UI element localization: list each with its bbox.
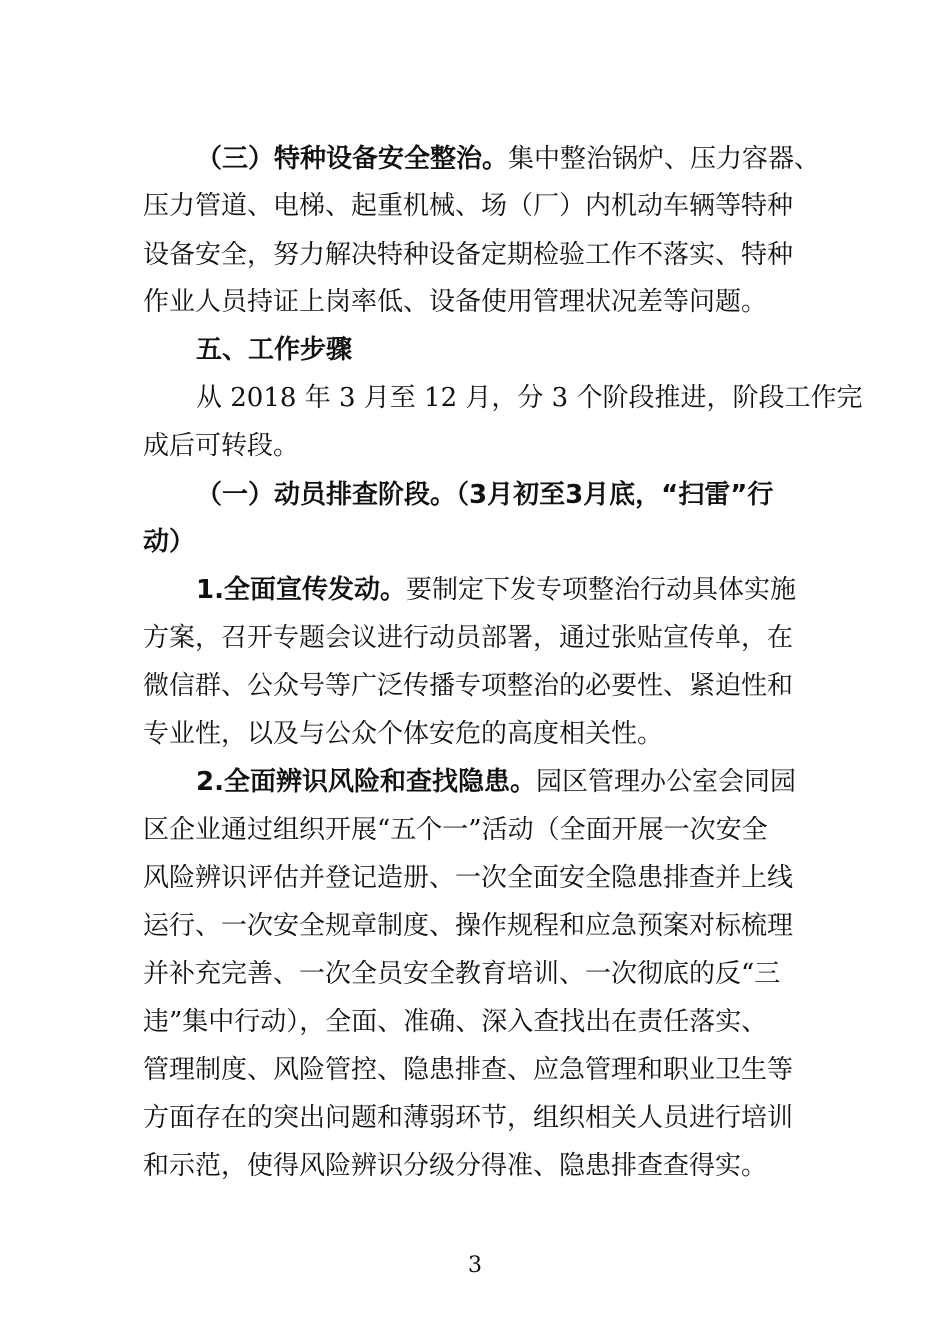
paragraph-line bbox=[0, 860, 950, 896]
line-text: 方面存在的突出问题和薄弱环节，组织相关人员进行培训 bbox=[143, 1103, 794, 1133]
paragraph-line bbox=[0, 141, 950, 177]
line-text: 风险辨识评估并登记造册、一次全面安全隐患排查并上线 bbox=[143, 863, 794, 893]
paragraph-line bbox=[0, 428, 950, 464]
line-text: 和示范，使得风险辨识分级分得准、隐患排查查得实。 bbox=[143, 1151, 768, 1181]
subsection-heading-line bbox=[0, 524, 950, 560]
paragraph-line bbox=[0, 1148, 950, 1184]
paragraph-line bbox=[0, 284, 950, 320]
line-text: 设备安全，努力解决特种设备定期检验工作不落实、特种 bbox=[143, 240, 794, 270]
section-heading-line bbox=[0, 332, 950, 368]
line-text: 运行、一次安全规章制度、操作规程和应急预案对标梳理 bbox=[143, 911, 794, 941]
page-number: 3 bbox=[468, 1253, 482, 1278]
line-text: 区企业通过组织开展“五个一”活动（全面开展一次安全 bbox=[143, 815, 768, 845]
paragraph-line bbox=[0, 188, 950, 224]
paragraph-line bbox=[0, 1004, 950, 1040]
line-text: 集中整治锅炉、压力容器、 bbox=[508, 144, 821, 174]
line-text: 管理制度、风险管控、隐患排查、应急管理和职业卫生等 bbox=[143, 1055, 794, 1085]
paragraph-line bbox=[0, 764, 950, 800]
paragraph-line bbox=[0, 572, 950, 608]
paragraph-line bbox=[0, 812, 950, 848]
line-text: 违”集中行动），全面、准确、深入查找出在责任落实、 bbox=[143, 1007, 768, 1037]
paragraph-line bbox=[0, 716, 950, 752]
paragraph-line bbox=[0, 908, 950, 944]
line-text: 并补充完善、一次全员安全教育培训、一次彻底的反“三 bbox=[143, 959, 781, 989]
section-heading-work-steps: 五、工作步骤 bbox=[196, 335, 353, 365]
line-text: 要制定下发专项整治行动具体实施 bbox=[405, 575, 796, 605]
line-text: 作业人员持证上岗率低、设备使用管理状况差等问题。 bbox=[143, 287, 768, 317]
line-text: 微信群、公众号等广泛传播专项整治的必要性、紧迫性和 bbox=[143, 671, 794, 701]
paragraph-line bbox=[0, 668, 950, 704]
line-text: 方案，召开专题会议进行动员部署，通过张贴宣传单，在 bbox=[143, 623, 794, 653]
paragraph-line bbox=[0, 380, 950, 416]
paragraph-line bbox=[0, 620, 950, 656]
item-heading-risk-identification: 2.全面辨识风险和查找隐患。 bbox=[196, 767, 536, 797]
subsection-heading-continuation: 动） bbox=[143, 527, 196, 557]
subsection-heading-mobilization: （一）动员排查阶段。（3月初至3月底，“扫雷”行 bbox=[196, 480, 774, 510]
paragraph-line bbox=[0, 956, 950, 992]
paragraph-line bbox=[0, 1100, 950, 1136]
heading-special-equipment: （三）特种设备安全整治。 bbox=[196, 144, 509, 174]
paragraph-line bbox=[0, 1052, 950, 1088]
item-heading-publicity: 1.全面宣传发动。 bbox=[196, 575, 406, 605]
subsection-heading-line bbox=[0, 477, 950, 513]
line-text: 压力管道、电梯、起重机械、场（厂）内机动车辆等特种 bbox=[143, 191, 794, 221]
paragraph-line bbox=[0, 237, 950, 273]
line-text: 从 2018 年 3 月至 12 月，分 3 个阶段推进，阶段工作完 bbox=[196, 383, 863, 413]
line-text: 园区管理办公室会同园 bbox=[535, 767, 796, 797]
line-text: 成后可转段。 bbox=[143, 431, 300, 461]
line-text: 专业性，以及与公众个体安危的高度相关性。 bbox=[143, 719, 664, 749]
